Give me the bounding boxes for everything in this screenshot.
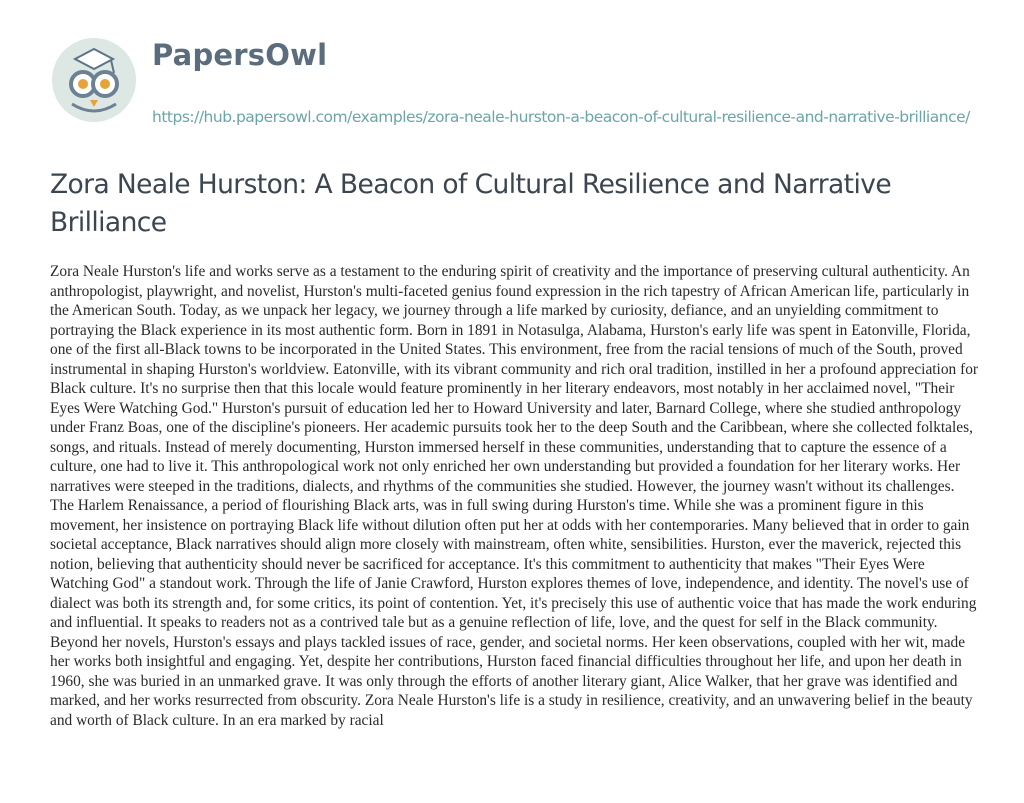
owl-logo-icon — [50, 34, 138, 126]
source-url-link[interactable]: https://hub.papersowl.com/examples/zora-neale-hurston-a-beacon-of-cultural-resilience-and-narrative-brilliance/ — [152, 108, 970, 126]
site-header — [50, 34, 990, 154]
article-title: Zora Neale Hurston: A Beacon of Cultural Resilience and Narrative Brilliance — [50, 169, 892, 238]
article-body: Zora Neale Hurston's life and works serve as a testament to the enduring spirit of creativity and the importance of preserving cultural authenticity. An anthropologist, playwright, and novelist, Hurston's multi-faceted genius found expression in the rich tapestry of African American life, particularly in the American South. Today, as we unpack her legacy, we journey through a life marked by curiosity, defiance, and an unyielding commitment to portraying the Black experience in its most authentic form. Born in 1891 in Notasulga, Alabama, Hurston's early life was spent in Eatonville, Florida, one of the first all-Black towns to be incorporated in the United States. This environment, free from the racial tensions of much of the South, proved instrumental in shaping Hurston's worldview. Eatonville, with its vibrant community and rich oral tradition, instilled in her a profound appreciation for Black culture. It's no surprise then that this locale would feature prominently in her literary endeavors, most notably in her acclaimed novel, "Their Eyes Were Watching God." Hurston's pursuit of education led her to Howard University and later, Barnard College, where she studied anthropology under Franz Boas, one of the discipline's pioneers. Her academic pursuits took her to the deep South and the Caribbean, where she collected folktales, songs, and rituals. Instead of merely documenting, Hurston immersed herself in these communities, understanding that to capture the essence of a culture, one had to live it. This anthropological work not only enriched her own understanding but provided a foundation for her literary works. Her narratives were steeped in the traditions, dialects, and rhythms of the communities she studied. However, the journey wasn't without its challenges. The Harlem Renaissance, a period of flourishing Black arts, was in full swing during Hurston's time. While she was a prominent figure in this movement, her insistence on portraying Black life without dilution often put her at odds with her contemporaries. Many believed that in order to gain societal acceptance, Black narratives should align more closely with mainstream, often white, sensibilities. Hurston, ever the maverick, rejected this notion, believing that authenticity should never be sacrificed for acceptance. It's this commitment to authenticity that makes "Their Eyes Were Watching God" a standout work. Through the life of Janie Crawford, Hurston explores themes of love, independence, and identity. The novel's use of dialect was both its strength and, for some critics, its point of contention. Yet, it's precisely this use of authentic voice that has made the work enduring and influential. It speaks to readers not as a contrived tale but as a genuine reflection of life, love, and the quest for self in the Black community. Beyond her novels, Hurston's essays and plays tackled issues of race, gender, and societal norms. Her keen observations, coupled with her wit, made her works both insightful and engaging. Yet, despite her contributions, Hurston faced financial difficulties throughout her life, and upon her death in 1960, she was buried in an unmarked grave. It was only through the efforts of another literary giant, Alice Walker, that her grave was identified and marked, and her works resurrected from obscurity. Zora Neale Hurston's life is a study in resilience, creativity, and an unwavering belief in the beauty and worth of Black culture. In an era marked by racial — [50, 263, 979, 729]
brand-name: PapersOwl — [152, 38, 328, 72]
